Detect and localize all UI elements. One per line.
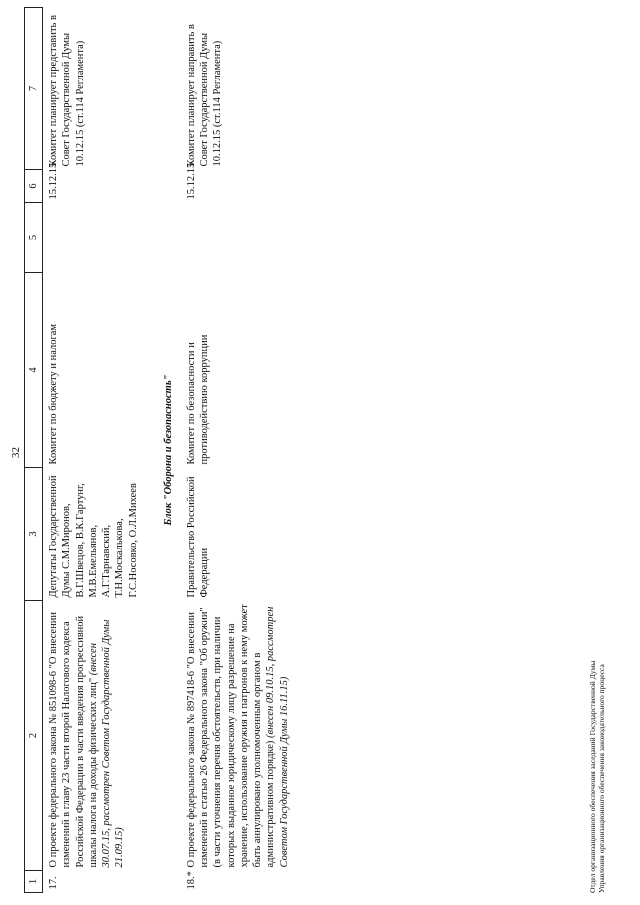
column-header: 3	[25, 468, 43, 601]
table-row	[179, 8, 292, 893]
row-number: 18.*	[185, 871, 197, 890]
block-heading: Блок "Оборона и безопасность"	[162, 374, 174, 526]
column-5-cell	[43, 203, 154, 273]
committee-cell: Комитет по безопасности и противодействию коррупции	[185, 334, 211, 465]
initiator-cell: Правительство Российской Федерации	[185, 476, 211, 598]
column-header: 4	[25, 273, 43, 468]
bills-table	[24, 7, 292, 893]
bill-title: О проекте федерального закона № 851098-6 "О внесении изменений в главу 23 части второй Налогового кодекса Российской Федерации в части введения прогрессивной шкалы налога на доходы физических лиц"	[48, 612, 99, 868]
committee-cell: Комитет по бюджету и налогам	[48, 323, 60, 465]
bill-note: (внесен 30.07.15, рассмотрен Советом Государственной Думы 21.09.15)	[87, 619, 126, 868]
status-cell: Комитет планирует направить в Совет Государственной Думы 10.12.15 (ст.114 Регламента)	[185, 24, 224, 167]
column-header: 2	[25, 601, 43, 871]
bill-note: (внесен 09.10.15, рассмотрен Советом Государственной Думы 16.11.15)	[265, 606, 290, 868]
footer-note	[588, 661, 607, 893]
bill-cell	[43, 601, 154, 871]
page-number: 32	[10, 447, 22, 458]
block-heading-row	[154, 8, 179, 893]
column-header: 6	[25, 170, 43, 203]
initiator-cell: Депутаты Государственной Думы С.М.Миронов, В.Г.Швецов, В.К.Гартунг, М.В.Емельянов, А.Г.Тарнавский, Т.Н.Москалькова, Г.С.Носовко, О.Л.Михеев	[48, 475, 139, 598]
status-cell: Комитет планирует представить в Совет Государственной Думы 10.12.15 (ст.114 Регламента)	[48, 15, 86, 167]
column-header: 7	[25, 8, 43, 170]
column-header: 5	[25, 203, 43, 273]
column-5-cell	[179, 203, 292, 273]
date-cell: 15.12.15	[48, 162, 60, 200]
footer-line: Управления организационного обеспечения законодательного процесса	[597, 664, 607, 893]
date-cell: 15.12.15	[185, 162, 197, 200]
table-row	[43, 8, 154, 893]
table-header-row	[25, 8, 43, 893]
bill-cell	[179, 601, 292, 871]
row-number: 17.	[48, 876, 60, 890]
bill-title: О проекте федерального закона № 897418-6 "О внесении изменений в статью 26 Федерального закона "Об оружии" (в части уточнения перечня обстоятельств, при наличии которых выданное юридическому лицу разрешение на хранение, использование оружия и патронов к нему может быть аннулировано уполномоченным органом в административном порядке)	[185, 604, 277, 868]
column-header: 1	[25, 871, 43, 893]
footer-line: Отдел организационного обеспечения заседаний Государственной Думы	[588, 660, 597, 893]
